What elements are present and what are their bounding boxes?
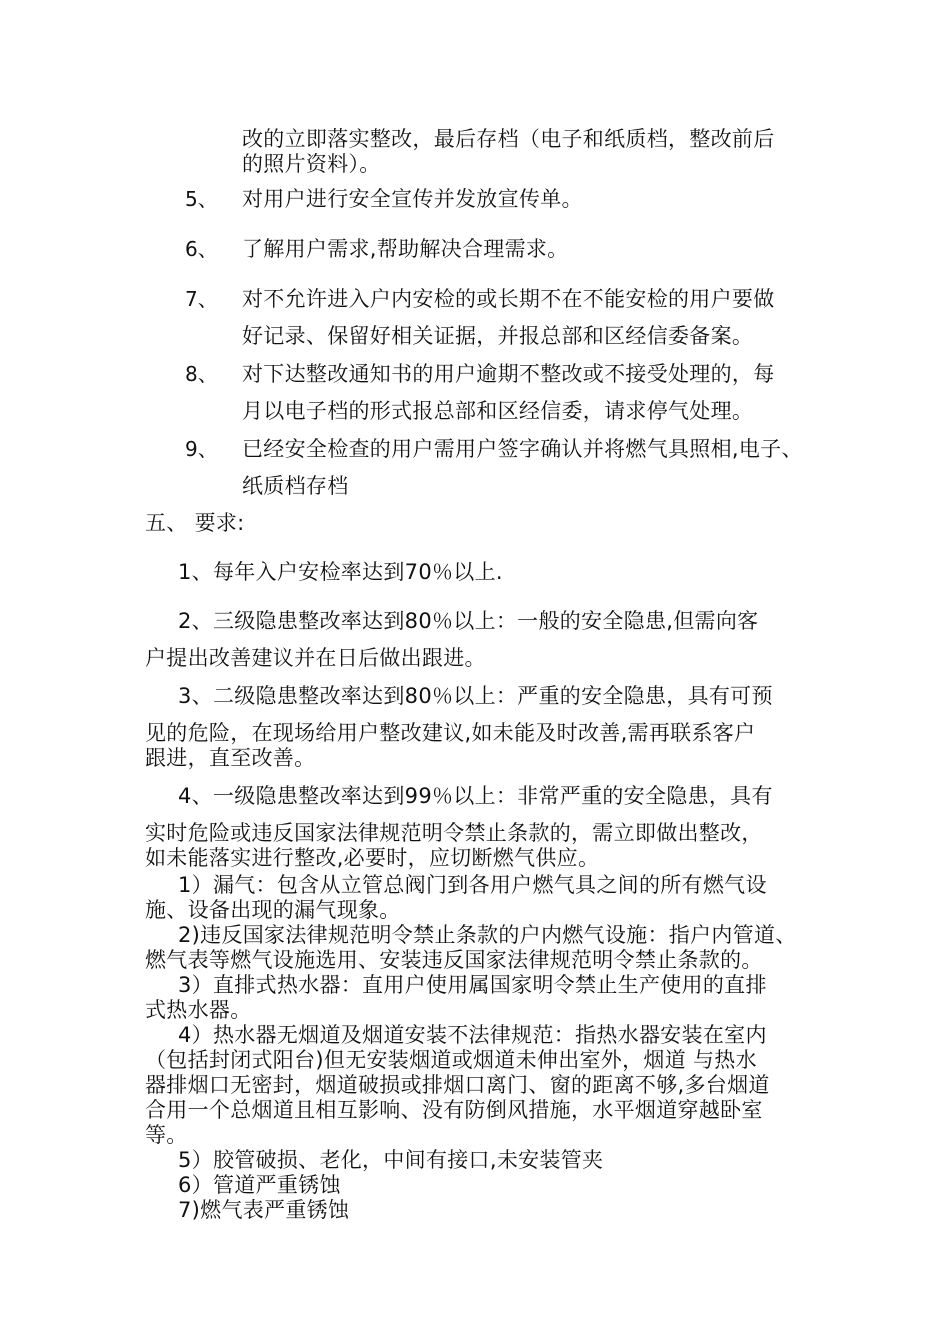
item-text: 对不允许进入户内安检的或长期不在不能安检的用户要做 xyxy=(242,287,775,311)
requirement-line: 4、一级隐患整改率达到99％以上：非常严重的安全隐患，具有 xyxy=(178,784,773,808)
sub-item-line: 3）直排式热水器：直用户使用属国家明令禁止生产使用的直排 xyxy=(178,973,767,997)
item-number: 5、 xyxy=(185,187,218,211)
sub-item-line: 4）热水器无烟道及烟道安装不法律规范：指热水器安装在室内 xyxy=(178,1023,767,1047)
sub-item-line: 施、设备出现的漏气现象。 xyxy=(145,898,401,922)
sub-item-line: 5）胶管破损、老化，中间有接口,未安装管夹 xyxy=(178,1148,604,1172)
requirement-line: 3、二级隐患整改率达到80％以上：严重的安全隐患，具有可预 xyxy=(178,684,773,708)
item-text: 好记录、保留好相关证据，并报总部和区经信委备案。 xyxy=(242,324,754,348)
item-text: 月以电子档的形式报总部和区经信委，请求停气处理。 xyxy=(242,399,754,423)
item-text: 纸质档存档 xyxy=(242,474,349,498)
item-text: 了解用户需求,帮助解决合理需求。 xyxy=(242,237,569,261)
requirement-line: 1、每年入户安检率达到70％以上. xyxy=(178,560,503,584)
continued-line: 改的立即落实整改，最后存档（电子和纸质档，整改前后 xyxy=(242,127,775,151)
sub-item-line: 合用一个总烟道且相互影响、没有防倒风措施，水平烟道穿越卧室 xyxy=(145,1098,763,1122)
requirement-line: 2、三级隐患整改率达到80％以上：一般的安全隐患,但需向客 xyxy=(178,609,759,633)
sub-item-line: 等。 xyxy=(145,1123,188,1147)
item-number: 8、 xyxy=(185,362,218,386)
sub-item-line: 燃气表等燃气设施选用、安装违反国家法律规范明令禁止条款的。 xyxy=(145,948,763,972)
item-text: 对下达整改通知书的用户逾期不整改或不接受处理的，每 xyxy=(242,362,775,386)
continued-line: 的照片资料）。 xyxy=(242,152,381,176)
sub-item-line: 1）漏气：包含从立管总阀门到各用户燃气具之间的所有燃气设 xyxy=(178,873,767,897)
sub-item-line: 器排烟口无密封，烟道破损或排烟口离门、窗的距离不够,多台烟道 xyxy=(145,1073,770,1097)
requirement-line: 户提出改善建议并在日后做出跟进。 xyxy=(145,646,486,670)
requirement-line: 跟进，直至改善。 xyxy=(145,746,316,770)
item-number: 9、 xyxy=(185,437,218,461)
sub-item-line: （包括封闭式阳台)但无安装烟道或烟道未伸出室外，烟道 与热水 xyxy=(145,1048,757,1072)
section-heading: 五、 要求: xyxy=(145,511,245,535)
sub-item-line: 6）管道严重锈蚀 xyxy=(178,1173,341,1197)
requirement-line: 见的危险，在现场给用户整改建议,如未能及时改善,需再联系客户 xyxy=(145,721,756,745)
requirement-line: 如未能落实进行整改,必要时，应切断燃气供应。 xyxy=(145,846,600,870)
sub-item-line: 式热水器。 xyxy=(145,998,252,1022)
sub-item-line: 7)燃气表严重锈蚀 xyxy=(178,1198,350,1222)
sub-item-line: 2)违反国家法律规范明令禁止条款的户内燃气设施：指户内管道、 xyxy=(178,923,797,947)
requirement-line: 实时危险或违反国家法律规范明令禁止条款的，需立即做出整改， xyxy=(145,821,763,845)
item-number: 6、 xyxy=(185,237,218,261)
item-text: 对用户进行安全宣传并发放宣传单。 xyxy=(242,187,583,211)
item-text: 已经安全检查的用户需用户签字确认并将燃气具照相,电子、 xyxy=(242,437,803,461)
item-number: 7、 xyxy=(185,287,218,311)
